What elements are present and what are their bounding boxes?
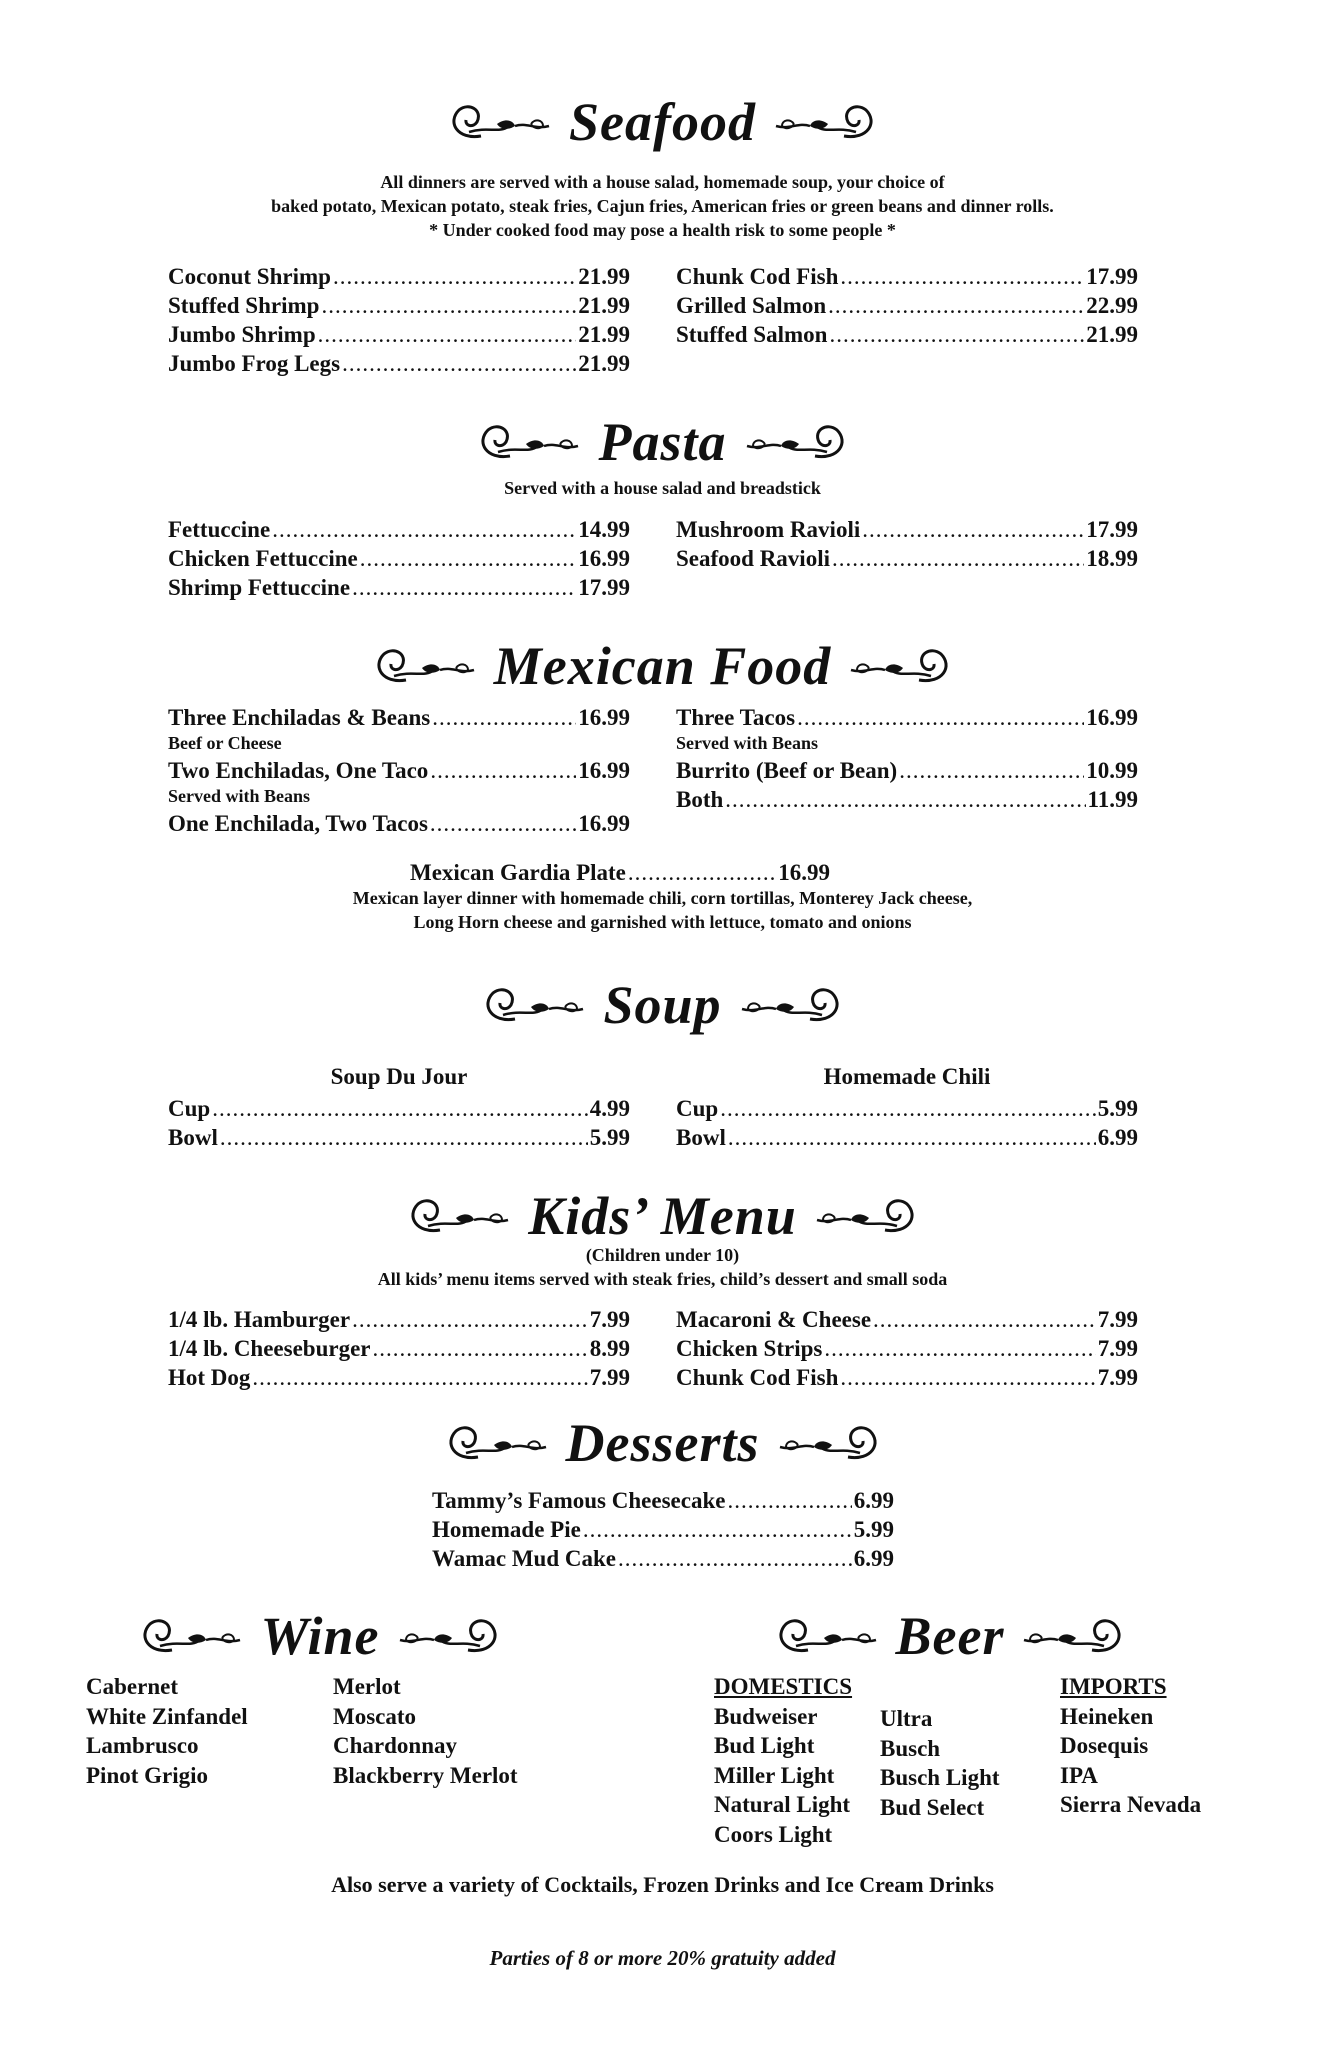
drinks-note: Also serve a variety of Cocktails, Frozen Drinks and Ice Cream Drinks — [331, 1872, 994, 1897]
plate-note-line: Long Horn cheese and garnished with lettuce, tomato and onions — [413, 912, 912, 932]
menu-item — [410, 858, 830, 887]
item-price: 6.99 — [853, 1488, 894, 1513]
menu-item — [168, 1334, 630, 1363]
pasta-title: Pasta — [598, 412, 727, 472]
swirl-right-icon — [737, 416, 857, 468]
seafood-right-column — [676, 262, 1138, 349]
item-price: 11.99 — [1087, 787, 1138, 812]
menu-item — [676, 703, 1138, 732]
wine-item: White Zinfandel — [86, 1703, 248, 1729]
seafood-note-line: All dinners are served with a house salad, homemade soup, your choice of — [380, 172, 945, 192]
menu-item — [676, 544, 1138, 573]
menu-item — [168, 349, 630, 378]
item-price: 7.99 — [1097, 1307, 1138, 1332]
swirl-left-icon — [766, 1610, 886, 1662]
item-price: 18.99 — [1086, 546, 1138, 571]
soup-heading — [0, 975, 1325, 1035]
menu-item — [676, 1094, 1138, 1123]
item-name: Bowl — [676, 1125, 726, 1150]
item-price: 16.99 — [778, 860, 830, 885]
mexican-heading — [0, 636, 1325, 696]
item-price: 4.99 — [589, 1096, 630, 1121]
wine-item: Moscato — [333, 1703, 417, 1729]
wine-item: Merlot — [333, 1674, 401, 1699]
kids-left-column — [168, 1305, 630, 1392]
item-name: Mushroom Ravioli — [676, 517, 861, 542]
kids-note-line: All kids’ menu items served with steak fries, child’s dessert and small soda — [377, 1269, 948, 1289]
menu-item — [168, 1363, 630, 1392]
item-name: Chicken Fettuccine — [168, 546, 358, 571]
beer-item: Coors Light — [714, 1821, 833, 1847]
swirl-right-icon — [390, 1610, 510, 1662]
menu-item — [168, 756, 630, 785]
item-name: Cup — [168, 1096, 211, 1121]
mexican-left-column — [168, 703, 630, 838]
menu-item — [432, 1544, 894, 1573]
menu-item — [676, 1334, 1138, 1363]
mexican-plate-note — [0, 886, 1325, 934]
pasta-right-column — [676, 515, 1138, 573]
menu-item — [168, 262, 630, 291]
item-price: 5.99 — [589, 1125, 630, 1150]
menu-item — [168, 809, 630, 838]
kids-heading — [0, 1186, 1325, 1246]
item-price: 14.99 — [578, 517, 630, 542]
menu-item — [168, 320, 630, 349]
beer-item: Bud Select — [880, 1794, 985, 1820]
wine-item: Chardonnay — [333, 1733, 457, 1758]
mexican-plate — [410, 858, 830, 887]
item-name: Grilled Salmon — [676, 293, 827, 318]
kids-right-column — [676, 1305, 1138, 1392]
beer-item: Ultra — [880, 1706, 933, 1731]
item-name: Stuffed Shrimp — [168, 293, 320, 318]
wine-item: Pinot Grigio — [86, 1762, 209, 1788]
item-description: Beef or Cheese — [168, 733, 282, 753]
item-name: One Enchilada, Two Tacos — [168, 811, 428, 836]
menu-item — [168, 291, 630, 320]
item-price: 5.99 — [853, 1517, 894, 1542]
soup-title: Soup — [603, 975, 722, 1035]
beer-item: IPA — [1060, 1762, 1098, 1788]
item-price: 22.99 — [1086, 293, 1138, 318]
item-name: Both — [676, 787, 724, 812]
item-name: Cup — [676, 1096, 719, 1121]
item-name: Three Tacos — [676, 705, 796, 730]
swirl-right-icon — [732, 979, 852, 1031]
swirl-left-icon — [473, 979, 593, 1031]
pasta-heading — [0, 412, 1325, 472]
item-name: Burrito (Beef or Bean) — [676, 758, 898, 783]
plate-note-line: Mexican layer dinner with homemade chili, corn tortillas, Monterey Jack cheese, — [352, 888, 973, 908]
item-name: Jumbo Shrimp — [168, 322, 316, 347]
menu-item — [168, 1094, 630, 1123]
menu-item — [168, 1123, 630, 1152]
beer-item: Busch — [880, 1735, 941, 1761]
swirl-right-icon — [807, 1190, 927, 1242]
menu-item — [676, 515, 1138, 544]
homemade-chili-heading: Homemade Chili — [823, 1064, 991, 1089]
item-name: Homemade Pie — [432, 1517, 581, 1542]
item-price: 5.99 — [1097, 1096, 1138, 1121]
soup-du-jour-heading: Soup Du Jour — [330, 1064, 468, 1089]
seafood-title: Seafood — [569, 92, 756, 152]
swirl-left-icon — [398, 1190, 518, 1242]
item-description: Served with Beans — [676, 733, 819, 753]
gratuity-note: Parties of 8 or more 20% gratuity added — [489, 1946, 836, 1970]
menu-item — [676, 262, 1138, 291]
beer-item: Budweiser — [714, 1703, 818, 1729]
beer-imports-column — [1060, 1672, 1201, 1820]
item-name: Fettuccine — [168, 517, 271, 542]
imports-heading: IMPORTS — [1060, 1674, 1167, 1699]
seafood-note — [0, 170, 1325, 242]
menu-item — [676, 1363, 1138, 1392]
item-price: 16.99 — [578, 811, 630, 836]
item-price: 7.99 — [589, 1365, 630, 1390]
item-name: Two Enchiladas, One Taco — [168, 758, 429, 783]
item-price: 17.99 — [1086, 517, 1138, 542]
item-price: 21.99 — [578, 322, 630, 347]
item-name: Three Enchiladas & Beans — [168, 705, 431, 730]
menu-item — [676, 785, 1138, 814]
beer-item: Sierra Nevada — [1060, 1792, 1202, 1817]
beer-item: Bud Light — [714, 1733, 815, 1758]
swirl-left-icon — [468, 416, 588, 468]
item-price: 6.99 — [853, 1546, 894, 1571]
wine-item: Cabernet — [86, 1674, 178, 1699]
item-name: Shrimp Fettuccine — [168, 575, 351, 600]
menu-item — [676, 291, 1138, 320]
beer-item: Dosequis — [1060, 1733, 1149, 1758]
menu-item — [168, 515, 630, 544]
item-price: 17.99 — [578, 575, 630, 600]
pasta-note: Served with a house salad and breadstick — [504, 478, 821, 498]
item-name: 1/4 lb. Cheeseburger — [168, 1336, 371, 1361]
swirl-right-icon — [766, 96, 886, 148]
item-name: Jumbo Frog Legs — [168, 351, 341, 376]
item-price: 16.99 — [578, 546, 630, 571]
item-name: Coconut Shrimp — [168, 264, 331, 289]
item-name: Macaroni & Cheese — [676, 1307, 872, 1332]
swirl-left-icon — [436, 1417, 556, 1469]
wine-item: Blackberry Merlot — [333, 1762, 518, 1788]
beer-item: Natural Light — [714, 1792, 851, 1817]
item-price: 16.99 — [1086, 705, 1138, 730]
item-price: 16.99 — [578, 705, 630, 730]
menu-item — [676, 1305, 1138, 1334]
kids-title: Kids’ Menu — [528, 1186, 797, 1246]
wine-item: Lambrusco — [86, 1733, 199, 1758]
item-name: 1/4 lb. Hamburger — [168, 1307, 351, 1332]
seafood-heading — [0, 92, 1325, 152]
seafood-left-column — [168, 262, 630, 378]
desserts-column — [432, 1486, 894, 1573]
item-name: Chicken Strips — [676, 1336, 823, 1361]
item-price: 8.99 — [589, 1336, 630, 1361]
beer-item: Miller Light — [714, 1762, 835, 1788]
item-price: 7.99 — [589, 1307, 630, 1332]
item-price: 6.99 — [1097, 1125, 1138, 1150]
soup-left-column — [168, 1094, 630, 1152]
item-price: 21.99 — [578, 264, 630, 289]
menu-item — [432, 1515, 894, 1544]
item-price: 17.99 — [1086, 264, 1138, 289]
menu-item — [168, 573, 630, 602]
beer-item: Busch Light — [880, 1765, 1000, 1790]
swirl-left-icon — [439, 96, 559, 148]
item-name: Mexican Gardia Plate — [410, 860, 626, 885]
desserts-heading — [0, 1413, 1325, 1473]
beer-heading — [740, 1606, 1160, 1666]
item-price: 7.99 — [1097, 1365, 1138, 1390]
beer-title: Beer — [895, 1606, 1005, 1666]
item-price: 16.99 — [578, 758, 630, 783]
beer-item: Heineken — [1060, 1703, 1154, 1729]
swirl-right-icon — [841, 640, 961, 692]
item-name: Seafood Ravioli — [676, 546, 830, 571]
menu-item — [676, 1123, 1138, 1152]
item-name: Hot Dog — [168, 1365, 251, 1390]
seafood-note-line: * Under cooked food may pose a health risk to some people * — [429, 220, 896, 240]
menu-item — [432, 1486, 894, 1515]
seafood-note-line: baked potato, Mexican potato, steak fries, Cajun fries, American fries or green beans and dinner rolls. — [271, 196, 1054, 216]
menu-item — [676, 320, 1138, 349]
wine-column-1 — [86, 1672, 248, 1790]
beer-domestics-column-2 — [880, 1704, 1000, 1822]
swirl-left-icon — [364, 640, 484, 692]
kids-note — [0, 1243, 1325, 1291]
kids-note-line: (Children under 10) — [585, 1245, 740, 1265]
item-description: Served with Beans — [168, 786, 311, 806]
menu-item — [676, 756, 1138, 785]
menu-item — [168, 544, 630, 573]
item-price: 10.99 — [1086, 758, 1138, 783]
soup-right-column — [676, 1094, 1138, 1152]
swirl-right-icon — [770, 1417, 890, 1469]
swirl-right-icon — [1014, 1610, 1134, 1662]
beer-domestics-column-1 — [714, 1672, 852, 1849]
wine-column-2 — [333, 1672, 518, 1790]
menu-item — [168, 1305, 630, 1334]
item-name: Chunk Cod Fish — [676, 1365, 839, 1390]
pasta-left-column — [168, 515, 630, 602]
item-price: 21.99 — [578, 351, 630, 376]
item-name: Tammy’s Famous Cheesecake — [432, 1488, 726, 1513]
item-name: Wamac Mud Cake — [432, 1546, 616, 1571]
item-price: 7.99 — [1097, 1336, 1138, 1361]
mexican-right-column — [676, 703, 1138, 814]
item-name: Chunk Cod Fish — [676, 264, 839, 289]
item-price: 21.99 — [1086, 322, 1138, 347]
menu-item — [168, 703, 630, 732]
mexican-title: Mexican Food — [493, 636, 832, 696]
item-price: 21.99 — [578, 293, 630, 318]
desserts-title: Desserts — [565, 1413, 760, 1473]
item-name: Stuffed Salmon — [676, 322, 828, 347]
wine-heading — [110, 1606, 530, 1666]
domestics-heading: DOMESTICS — [714, 1674, 853, 1699]
swirl-left-icon — [130, 1610, 250, 1662]
wine-title: Wine — [260, 1606, 380, 1666]
item-name: Bowl — [168, 1125, 218, 1150]
